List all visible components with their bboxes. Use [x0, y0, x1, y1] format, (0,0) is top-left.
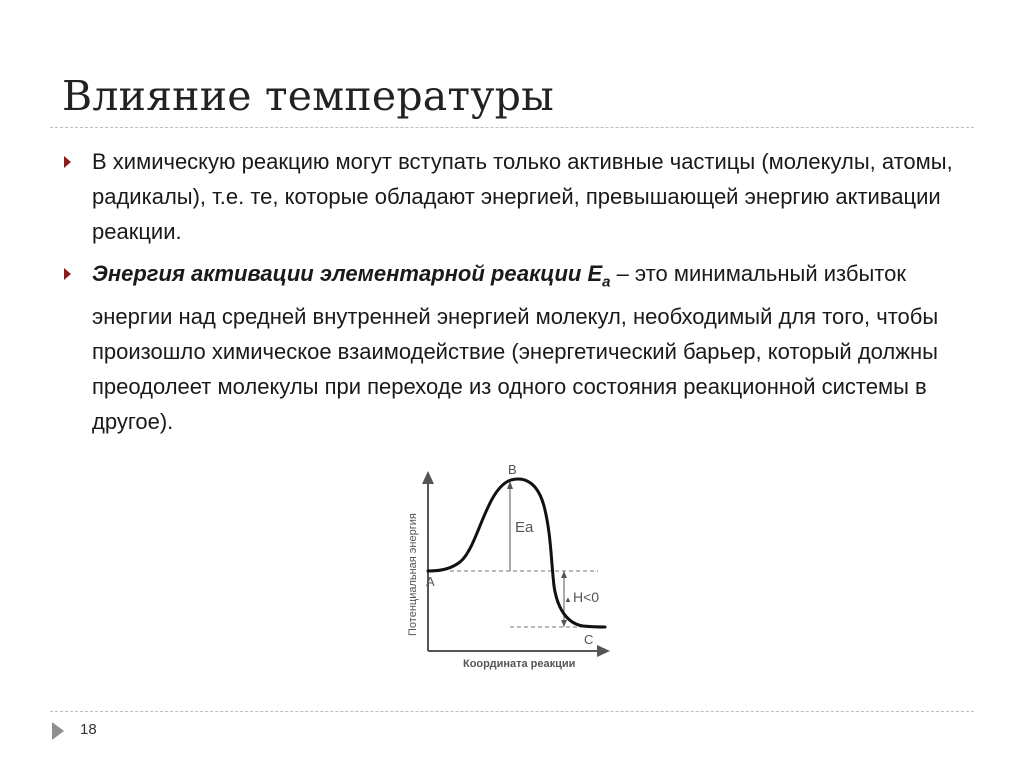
point-a-label: A	[426, 574, 435, 589]
ea-label: Ea	[515, 519, 534, 536]
y-axis-arrow-icon	[422, 471, 434, 484]
bullet-item	[62, 256, 967, 439]
page-number: 18	[80, 721, 97, 738]
dh-label: H<0	[573, 589, 600, 605]
x-axis-arrow-icon	[597, 645, 610, 657]
bullet-arrow-icon	[64, 268, 71, 280]
point-b-label: B	[508, 462, 517, 477]
point-c-label: C	[584, 632, 594, 647]
slide-title: Влияние температуры	[62, 72, 554, 120]
energy-diagram	[398, 458, 618, 673]
footer-divider	[50, 711, 974, 712]
y-axis-label: Потенциальная энергия	[407, 513, 419, 636]
delta-icon: ▲	[564, 595, 572, 604]
slide-nav-arrow-icon[interactable]	[52, 722, 64, 740]
bullet-item	[62, 144, 967, 249]
x-axis-label: Координата реакции	[463, 658, 576, 670]
bullet-list	[62, 144, 967, 446]
bullet-arrow-icon	[64, 156, 71, 168]
ea-arrow	[507, 481, 513, 571]
bullet-text: – это минимальный избыток энергии над средней внутренней энергией молекул, необходимый для того, чтобы произошло химическое взаимодействие (энергетический барьер, который должны преодолеет молекулы при переходе из одного состояния реакционной системы в другое).	[92, 261, 939, 435]
title-divider	[50, 127, 974, 128]
bullet-text: В химическую реакцию могут вступать только активные частицы (молекулы, атомы, радикалы), т.е. те, которые обладают энергией, превышающей энергию активации реакции.	[92, 149, 953, 244]
activation-energy-term: Энергия активации элементарной реакции $E_a$	[92, 261, 611, 291]
